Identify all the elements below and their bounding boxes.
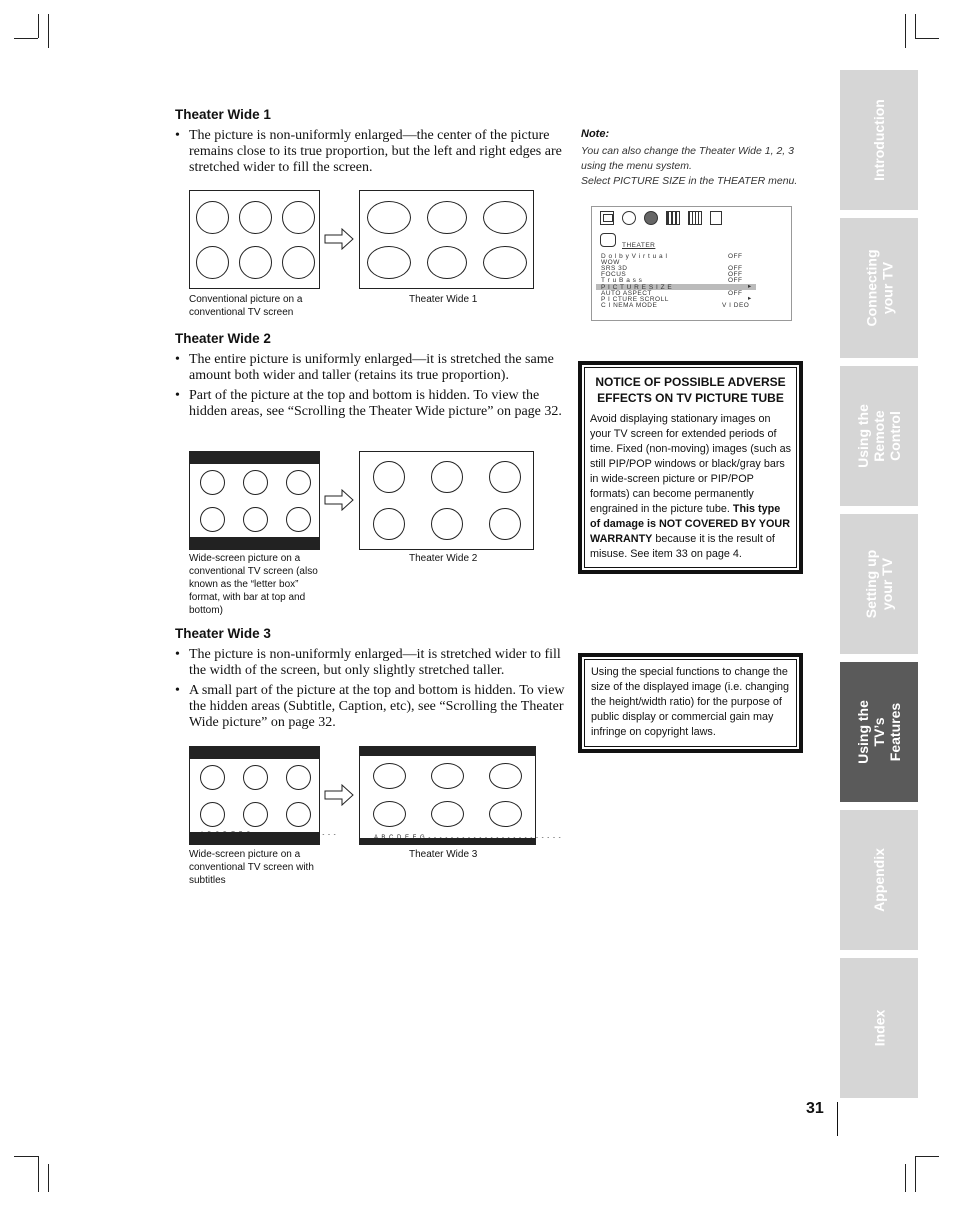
picture-circle <box>243 470 268 495</box>
notice-box <box>578 361 803 574</box>
diagram-caption: Wide-screen picture on a conventional TV screen with subtitles <box>189 849 314 886</box>
tab-introduction[interactable] <box>840 70 918 210</box>
menu-row-value: V I DEO <box>722 302 750 309</box>
crop-mark <box>38 1156 39 1192</box>
tab-index[interactable] <box>840 958 918 1098</box>
section-heading-theater-wide-1: Theater Wide 1 <box>175 107 271 122</box>
picture-circle <box>489 801 522 827</box>
notice-body <box>590 412 793 562</box>
tab-label: Appendix <box>871 848 887 912</box>
picture-circle <box>427 201 467 234</box>
theater-wide-2-screen-diagram <box>359 451 534 550</box>
theater-wide-3-screen-diagram <box>359 746 562 845</box>
picture-circle <box>483 201 527 234</box>
crop-mark <box>905 1164 906 1192</box>
tab-label: Setting up your TV <box>863 549 895 619</box>
tab-setting-up-your-tv[interactable] <box>840 514 918 654</box>
picture-circle <box>200 470 225 495</box>
theater-wide-1-screen-diagram <box>359 190 534 289</box>
tab-using-the-remote-control[interactable] <box>840 366 918 506</box>
picture-circle <box>200 802 225 827</box>
diagram-caption: Conventional picture on a conventional TV screen <box>189 294 303 318</box>
bullet-text: • A small part of the picture at the top and bottom is hidden. To view the hidden areas (Subtitle, Caption, etc), see “Scrolling the Theater Wide picture” on page 32. <box>175 683 575 731</box>
menu-row-value: OFF <box>728 290 743 297</box>
picture-circle <box>373 763 406 789</box>
letterbox-bar <box>190 452 319 464</box>
diagram-caption: Theater Wide 2 <box>409 553 478 564</box>
picture-circle <box>373 801 406 827</box>
picture-circle <box>431 801 464 827</box>
picture-circle <box>431 508 463 540</box>
menu-row-value: OFF <box>728 277 743 284</box>
crop-mark <box>14 1156 38 1157</box>
picture-circle <box>282 246 315 279</box>
tab-label: Index <box>870 1009 887 1047</box>
picture-circle <box>286 470 311 495</box>
picture-circle <box>489 461 521 493</box>
menu-row-label: T r u B a s s <box>601 277 643 284</box>
picture-circle <box>200 765 225 790</box>
tab-appendix[interactable] <box>840 810 918 950</box>
notice-tail-text: because it is the result of misuse. See item 33 on page 4. <box>590 533 775 560</box>
picture-circle <box>427 246 467 279</box>
menu-row-label: P I CTURE SCROLL <box>601 296 669 303</box>
tab-connecting-your-tv[interactable] <box>840 218 918 358</box>
letterbox-bar <box>190 537 319 549</box>
tv-icon <box>600 211 614 225</box>
tab-label: Using the TV’s Features <box>855 700 903 764</box>
picture-circle <box>373 461 405 493</box>
crop-mark <box>915 1156 916 1192</box>
picture-circle <box>239 246 272 279</box>
picture-circle <box>489 508 521 540</box>
menu-row-label: AUTO ASPECT <box>601 290 652 297</box>
picture-circle <box>243 765 268 790</box>
menu-row-value: OFF <box>728 253 743 260</box>
bullet-text: • The entire picture is uniformly enlarged—it is stretched the same amount both wider and taller (retains its true proportion). <box>175 352 575 384</box>
picture-circle <box>196 246 229 279</box>
note-line: Select PICTURE SIZE in the THEATER menu. <box>581 175 798 187</box>
menu-row-value: ▸ <box>748 283 752 290</box>
menu-row-label: C I NEMA MODE <box>601 302 658 309</box>
picture-circle <box>196 201 229 234</box>
picture-circle <box>286 765 311 790</box>
picture-circle <box>431 763 464 789</box>
audio-icon <box>622 211 636 225</box>
note-label: Note: <box>581 128 610 140</box>
menu-row-value: ▸ <box>748 295 752 302</box>
copyright-text: Using the special functions to change the size of the displayed image (i.e. changing the height/width ratio) for the purpose of public display or commercial gain may infringe on copyright laws. <box>591 666 790 738</box>
tab-label: Using the Remote Control <box>855 404 903 468</box>
crop-mark <box>48 14 49 48</box>
diagram-caption: Wide-screen picture on a conventional TV screen (also known as the “letter box” format, with bar at top and bottom) <box>189 553 318 616</box>
crop-mark <box>915 38 939 39</box>
picture-circle <box>200 507 225 532</box>
crop-mark <box>915 14 916 38</box>
menu-icon-row <box>600 211 720 227</box>
bullet-text: • The picture is non-uniformly enlarged—it is stretched wider to fill the width of the screen, but only slightly stretched taller. <box>175 647 575 679</box>
setup-icon <box>666 211 680 225</box>
picture-circle <box>243 802 268 827</box>
picture-circle <box>282 201 315 234</box>
arrow-right-icon <box>324 784 354 806</box>
theater-icon <box>644 211 658 225</box>
picture-circle <box>286 802 311 827</box>
section-heading-theater-wide-3: Theater Wide 3 <box>175 626 271 641</box>
notice-body-text: Avoid displaying stationary images on your TV screen for extended periods of time. Fixed (non-moving) images (such as still PIP/POP windows or black/gray bars in wide-screen picture or PIP/POP formats) can become permanently engrained in the picture tube. <box>590 413 792 515</box>
page-number-rule <box>837 1102 838 1136</box>
section-heading-theater-wide-2: Theater Wide 2 <box>175 331 271 346</box>
crop-mark <box>14 38 38 39</box>
subtitle-screen-diagram <box>189 746 337 845</box>
lock-icon <box>710 211 722 225</box>
picture-circle <box>373 508 405 540</box>
letterbox-screen-diagram <box>189 451 320 550</box>
crop-mark <box>48 1164 49 1192</box>
options-icon <box>688 211 702 225</box>
note-line: You can also change the Theater Wide 1, 2, 3 <box>581 145 794 157</box>
page-number: 31 <box>806 1100 824 1117</box>
subtitle-text: A B C D E F G - - - - - - - - - - - - - - - - - - - - - - - - <box>374 835 562 841</box>
bullet-text: • Part of the picture at the top and bottom is hidden. To view the hidden areas, see “Scrolling the Theater Wide picture” on page 32. <box>175 388 575 420</box>
conventional-screen-diagram <box>189 190 320 289</box>
picture-circle <box>489 763 522 789</box>
note-line: using the menu system. <box>581 160 692 172</box>
notice-title: NOTICE OF POSSIBLE ADVERSE EFFECTS ON TV PICTURE TUBE <box>595 375 786 405</box>
arrow-right-icon <box>324 489 354 511</box>
copyright-box <box>578 653 803 753</box>
theater-menu-screenshot <box>591 206 792 321</box>
menu-row-label: FOCUS <box>601 271 627 278</box>
theater-menu-icon <box>600 233 616 247</box>
menu-row-label: SRS 3D <box>601 265 628 272</box>
tab-using-the-tvs-features[interactable] <box>840 662 918 802</box>
menu-row-label: P I C T U R E S I Z E <box>601 284 673 291</box>
picture-circle <box>367 246 411 279</box>
tab-label: Introduction <box>871 99 887 181</box>
diagram-caption: Theater Wide 1 <box>409 294 478 305</box>
picture-circle <box>239 201 272 234</box>
subtitle-text: A B C D E F G - - - - - - - - - - - - - - - <box>200 832 337 838</box>
picture-circle <box>286 507 311 532</box>
note-text <box>581 144 797 189</box>
arrow-right-icon <box>324 228 354 250</box>
crop-mark <box>38 14 39 38</box>
menu-row-value: OFF <box>728 265 743 272</box>
menu-row-label: D o l b y V i r t u a l <box>601 253 668 260</box>
notice-warranty-text: This type of damage is NOT COVERED BY YOUR WARRANTY <box>590 503 790 545</box>
picture-circle <box>367 201 411 234</box>
tab-label: Connecting your TV <box>863 249 895 327</box>
bullet-text: • The picture is non-uniformly enlarged—the center of the picture remains close to its true proportion, but the left and right edges are stretched wider to fill the screen. <box>175 128 575 176</box>
picture-circle <box>243 507 268 532</box>
menu-row-label: WOW <box>601 259 620 266</box>
letterbox-bar <box>190 747 319 759</box>
menu-row-value: OFF <box>728 271 743 278</box>
letterbox-bar <box>360 747 535 756</box>
picture-circle <box>431 461 463 493</box>
crop-mark <box>905 14 906 48</box>
diagram-caption: Theater Wide 3 <box>409 849 478 860</box>
crop-mark <box>915 1156 939 1157</box>
picture-circle <box>483 246 527 279</box>
menu-title: THEATER <box>622 242 656 249</box>
